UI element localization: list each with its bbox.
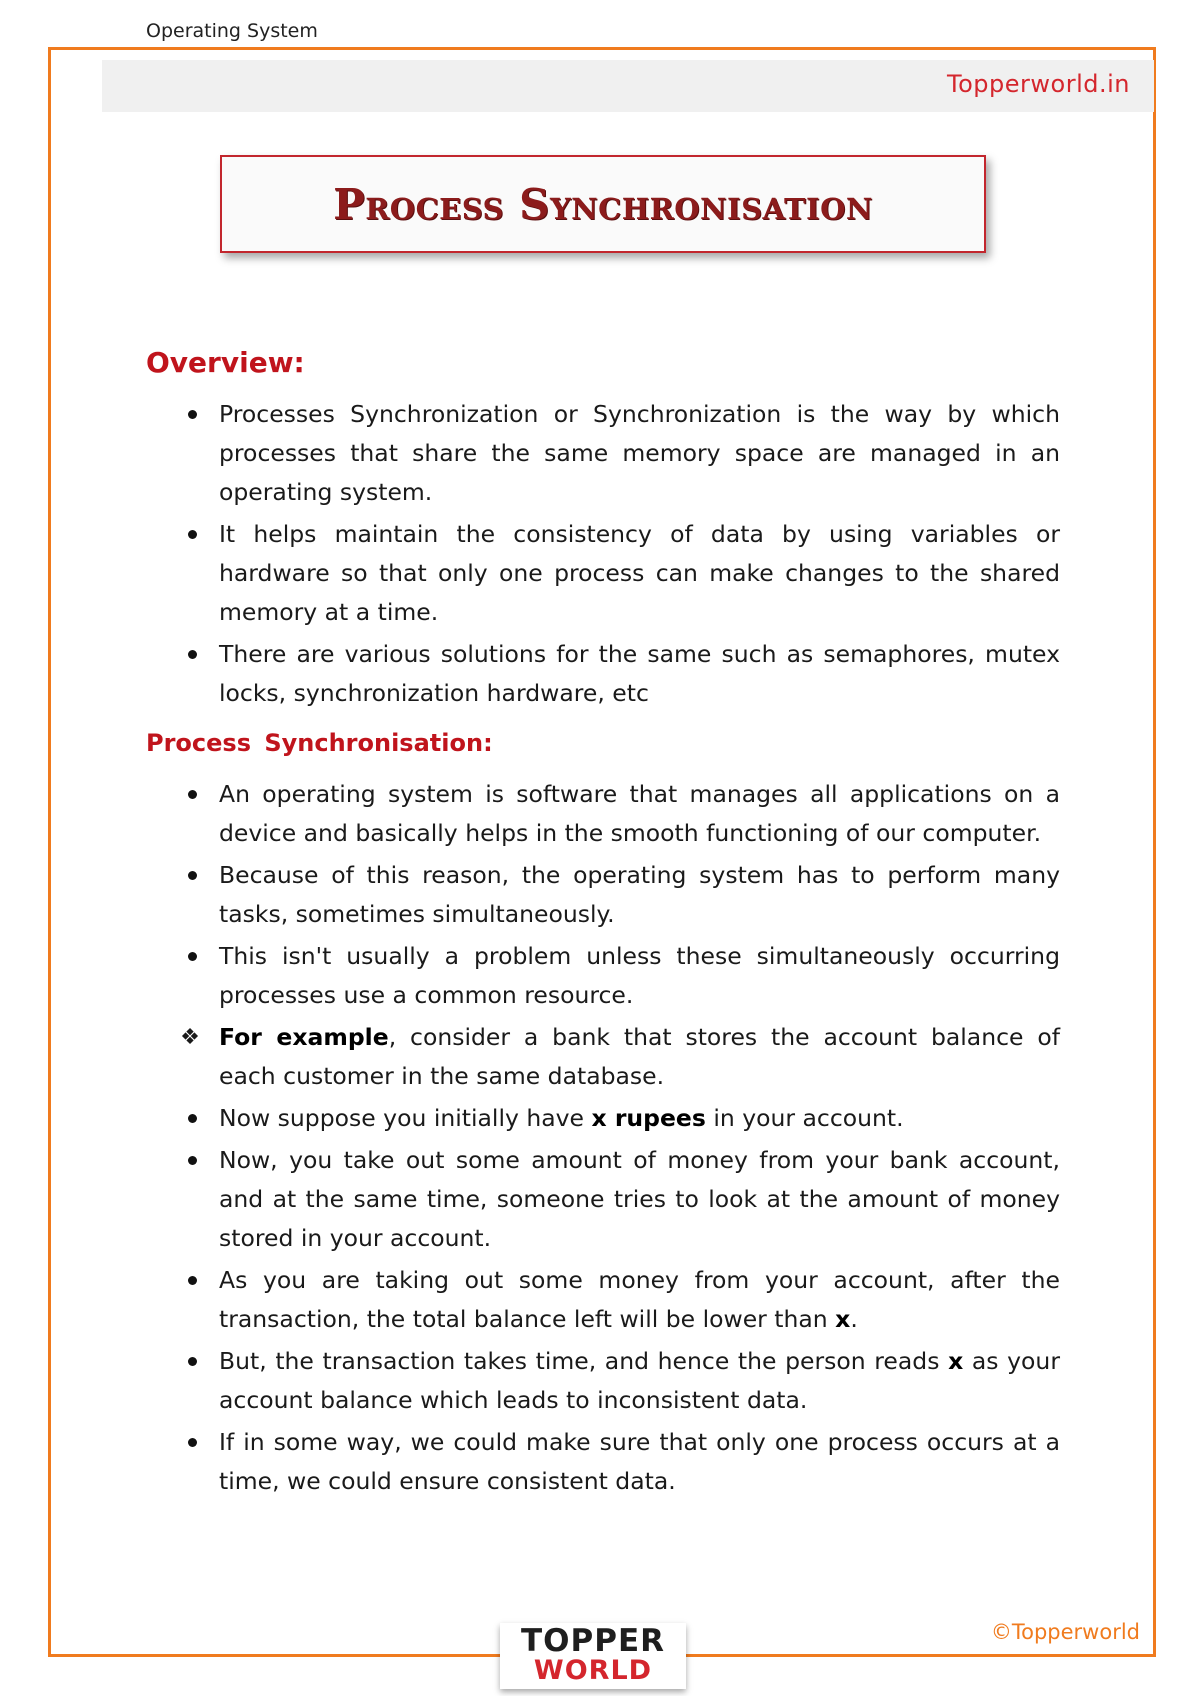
list-item: ❖ For example, consider a bank that stores the account balance of each customer in the same database. <box>146 1018 1060 1096</box>
list-item: If in some way, we could make sure that only one process occurs at a time, we could ensure consistent data. <box>219 1428 1060 1495</box>
brand-link[interactable]: Topperworld.in <box>947 70 1130 98</box>
list-item: Processes Synchronization or Synchronization is the way by which processes that share the same memory space are managed in an operating system. <box>219 400 1060 506</box>
section-heading: Process Synchronisation: <box>146 729 493 757</box>
list-item: Now suppose you initially have x rupees in your account. <box>219 1104 904 1132</box>
list-item: There are various solutions for the same such as semaphores, mutex locks, synchronization hardware, etc <box>219 640 1060 707</box>
logo-line-1: TOPPER <box>521 1623 665 1659</box>
list-item: It helps maintain the consistency of data by using variables or hardware so that only one process can make changes to the shared memory at a time. <box>219 520 1060 626</box>
list-item: Because of this reason, the operating system has to perform many tasks, sometimes simultaneously. <box>219 861 1060 928</box>
list-item: Now, you take out some amount of money from your bank account, and at the same time, someone tries to look at the amount of money stored in your account. <box>219 1146 1060 1252</box>
overview-heading: Overview: <box>146 346 305 379</box>
list-item: But, the transaction takes time, and hence the person reads x as your account balance which leads to inconsistent data. <box>219 1347 1060 1414</box>
brand-bar <box>102 60 1154 112</box>
topperworld-logo <box>500 1623 686 1689</box>
list-item: As you are taking out some money from your account, after the transaction, the total balance left will be lower than x. <box>219 1266 1060 1333</box>
logo-line-2: WORLD <box>533 1655 653 1686</box>
list-item: An operating system is software that manages all applications on a device and basically helps in the smooth functioning of our computer. <box>219 780 1060 847</box>
diamond-bullet-icon: ❖ <box>180 1025 200 1050</box>
overview-list <box>146 395 1060 713</box>
title-box <box>220 155 986 253</box>
copyright-notice: ©Topperworld <box>990 1620 1140 1644</box>
page-title: Process Synchronisation <box>333 179 873 229</box>
running-head: Operating System <box>146 20 318 42</box>
list-item: This isn't usually a problem unless these simultaneously occurring processes use a common resource. <box>219 942 1060 1009</box>
document-content <box>146 346 1060 1504</box>
section-list <box>146 775 1060 1501</box>
